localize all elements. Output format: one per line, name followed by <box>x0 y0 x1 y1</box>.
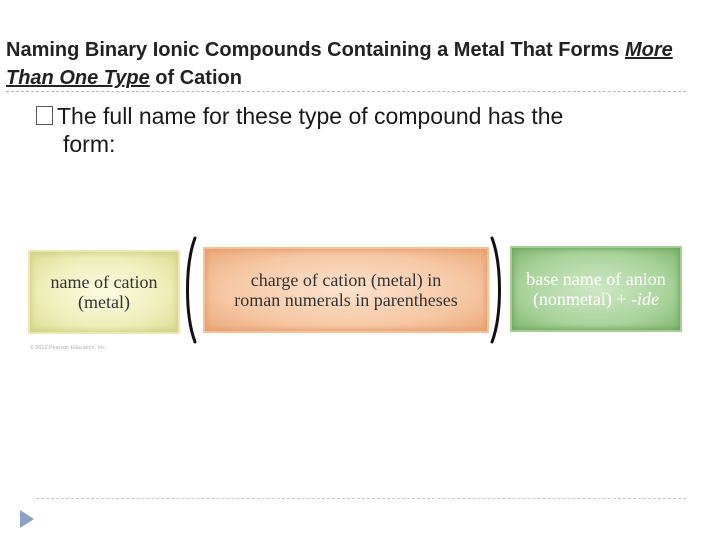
title-text-part1: Naming Binary Ionic Compounds Containing a Metal That Forms <box>6 39 625 61</box>
cation-line2: (metal) <box>78 292 130 312</box>
bullet-item <box>36 102 696 158</box>
slide-title <box>6 36 706 92</box>
anion-line2-text: (nonmetal) + <box>532 289 632 309</box>
copyright-notice: © 2012 Pearson Education, Inc. <box>30 345 107 351</box>
triangle-right-icon <box>18 508 36 530</box>
footer-divider <box>36 498 686 499</box>
naming-formula-figure <box>0 235 720 355</box>
cation-name-panel <box>28 250 180 334</box>
right-parenthesis-icon <box>489 235 503 345</box>
title-text-part2: of Cation <box>149 67 242 89</box>
anion-line1: base name of anion <box>526 269 666 289</box>
anion-name-panel <box>510 246 682 332</box>
charge-line1: charge of cation (metal) in <box>250 270 442 290</box>
title-divider <box>6 91 686 92</box>
cation-line1: name of cation <box>50 272 158 292</box>
title-emphasis: More Than One Type <box>6 39 673 89</box>
charge-line2: roman numerals in parentheses <box>234 290 458 310</box>
square-bullet-icon <box>36 106 53 125</box>
anion-suffix: -ide <box>631 289 660 309</box>
bullet-line1: The full name for these type of compound has the <box>57 103 564 129</box>
cation-charge-panel <box>203 247 489 333</box>
left-parenthesis-icon <box>184 235 198 345</box>
bullet-line2: form: <box>63 131 116 157</box>
anion-line2 <box>533 289 659 309</box>
